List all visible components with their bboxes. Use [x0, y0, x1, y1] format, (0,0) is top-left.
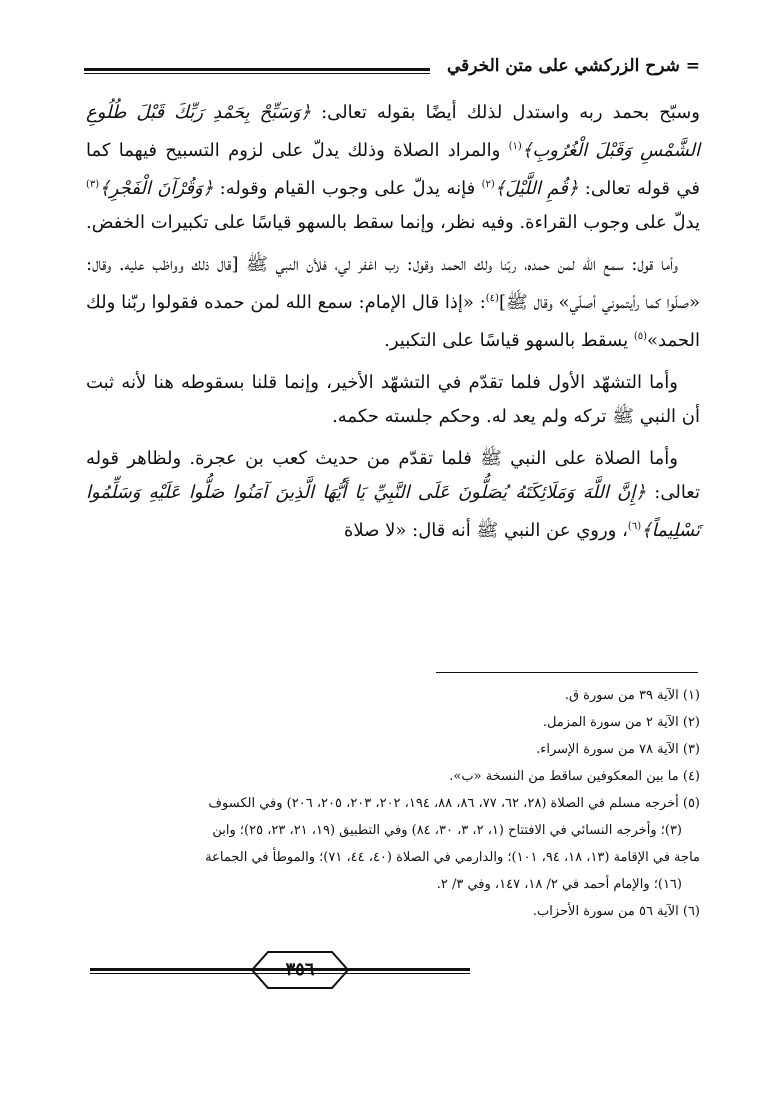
text-run: : «إذا قال الإمام: سمع الله لمن حمده فقولوا ربّنا ولك الحمد» [86, 292, 700, 351]
running-header [70, 56, 700, 86]
quran-verse: ﴿وَقُرْآنَ الْفَجْرِ﴾ [99, 178, 214, 199]
footnote-ref: (٥) [633, 331, 648, 342]
quran-verse: ﴿إِنَّ اللَّهَ وَمَلَائِكَتَهُ يُصَلُّونَ عَلَى النَّبِيِّ يَا أَيُّهَا الَّذِينَ آمَنُوا صَلُّوا عَلَيْهِ وَسَلِّمُوا تَسْلِيماً﴾ [86, 482, 700, 541]
paragraph-1 [86, 96, 700, 240]
quran-verse: ﴿وَسَبِّحْ بِحَمْدِ رَبِّكَ قَبْلَ طُلُوعِ الشَّمْسِ وَقَبْلَ الْغُرُوبِ﴾ [86, 102, 700, 161]
footer-rule-right [240, 968, 470, 974]
text-run: وأما الصلاة على النبي ﷺ فلما تقدّم من حديث كعب بن عجرة. ولظاهر قوله تعالى: [86, 448, 700, 503]
text-run: يسقط بالسهو قياسًا على التكبير. [384, 330, 634, 351]
header-title-text: شرح الزركشي على متن الخرقي [446, 56, 680, 76]
footnote-5: (٥) أخرجه مسلم في الصلاة (٢٨، ٦٢، ٧٧، ٨٦، ٨٨، ١٩٤، ٢٠٢، ٢٠٣، ٢٠٥، ٢٠٦) وفي الكسوف [208, 796, 700, 811]
page-footer [90, 950, 700, 990]
footnote-6: (٦) الآية ٥٦ من سورة الأحزاب. [532, 904, 700, 919]
footnotes [70, 682, 700, 925]
quran-verse: ﴿قُمِ اللَّيْلَ﴾ [494, 178, 579, 199]
paragraph-4 [86, 442, 700, 548]
footnote-5-continued: ماجة في الإقامة (١٣، ١٨، ٩٤، ١٠١)؛ والدارمي في الصلاة (٤٠، ٤٤، ٧١)؛ والموطأ في الجماعة [205, 850, 700, 865]
footnote-5-continued: (٣)؛ وأخرجه النسائي في الافتتاح (١، ٢، ٣، ٣٠، ٨٤) وفي التطبيق (١٩، ٢١، ٢٣، ٢٥)؛ وابن [212, 823, 682, 838]
text-run: ، وروي عن النبي ﷺ أنه قال: «لا صلاة [343, 520, 628, 541]
running-header-title [447, 56, 700, 76]
text-run: والمراد الصلاة وذلك يدلّ على لزوم التسبيح فيهما كما في قوله تعالى: [86, 140, 700, 199]
page-number: ٣٥٦ [285, 959, 315, 980]
footnote-2: (٢) الآية ٢ من سورة المزمل. [542, 715, 700, 730]
footnote-ref: (٣) [86, 179, 100, 190]
footnote-4: (٤) ما بين المعكوفين ساقط من النسخة «ب». [449, 769, 700, 784]
footnote-ref: (٢) [481, 179, 495, 190]
paragraph-3 [86, 366, 700, 434]
text-run: وسبّح بحمد ربه واستدل لذلك أيضًا بقوله تعالى: [311, 102, 701, 123]
text-run: يدلّ على وجوب القراءة. وفيه نظر، وإنما سقط بالسهو قياسًا على تكبيرات الخفض. [86, 212, 700, 233]
paragraph-2 [86, 248, 700, 358]
footnote-ref: (٦) [627, 521, 642, 532]
text-run: وأما قول: سمع الله لمن حمده، ربّنا ولك الحمد وقول: رب اغفر لي، فلأن النبي ﷺ [قال ذلك وواظب عليه. وقال: «صلّوا كما رأيتموني أصلّي» وقال ﷺ] [86, 254, 700, 313]
text-run: فإنه يدلّ على وجوب القيام وقوله: [213, 178, 482, 199]
main-text [86, 96, 700, 548]
footnote-separator [436, 672, 698, 673]
footnote-ref: (٤) [485, 293, 499, 304]
footer-rule-left [90, 968, 240, 974]
header-double-rule [84, 68, 430, 74]
footnote-1: (١) الآية ٣٩ من سورة ق. [564, 688, 700, 703]
footnote-5-continued: (١٦)؛ والإمام أحمد في ٢/ ١٨، ١٤٧، وفي ٣/ ٢. [436, 877, 682, 892]
footnote-3: (٣) الآية ٧٨ من سورة الإسراء. [536, 742, 700, 757]
footnote-ref: (١) [508, 141, 522, 152]
header-marker: = [685, 56, 700, 76]
text-run: وأما التشهّد الأول فلما تقدّم في التشهّد الأخير، وإنما قلنا بسقوطه هنا لأنه ثبت أن النبي ﷺ تركه ولم يعد له. وحكم جلسته حكمه. [86, 372, 700, 427]
